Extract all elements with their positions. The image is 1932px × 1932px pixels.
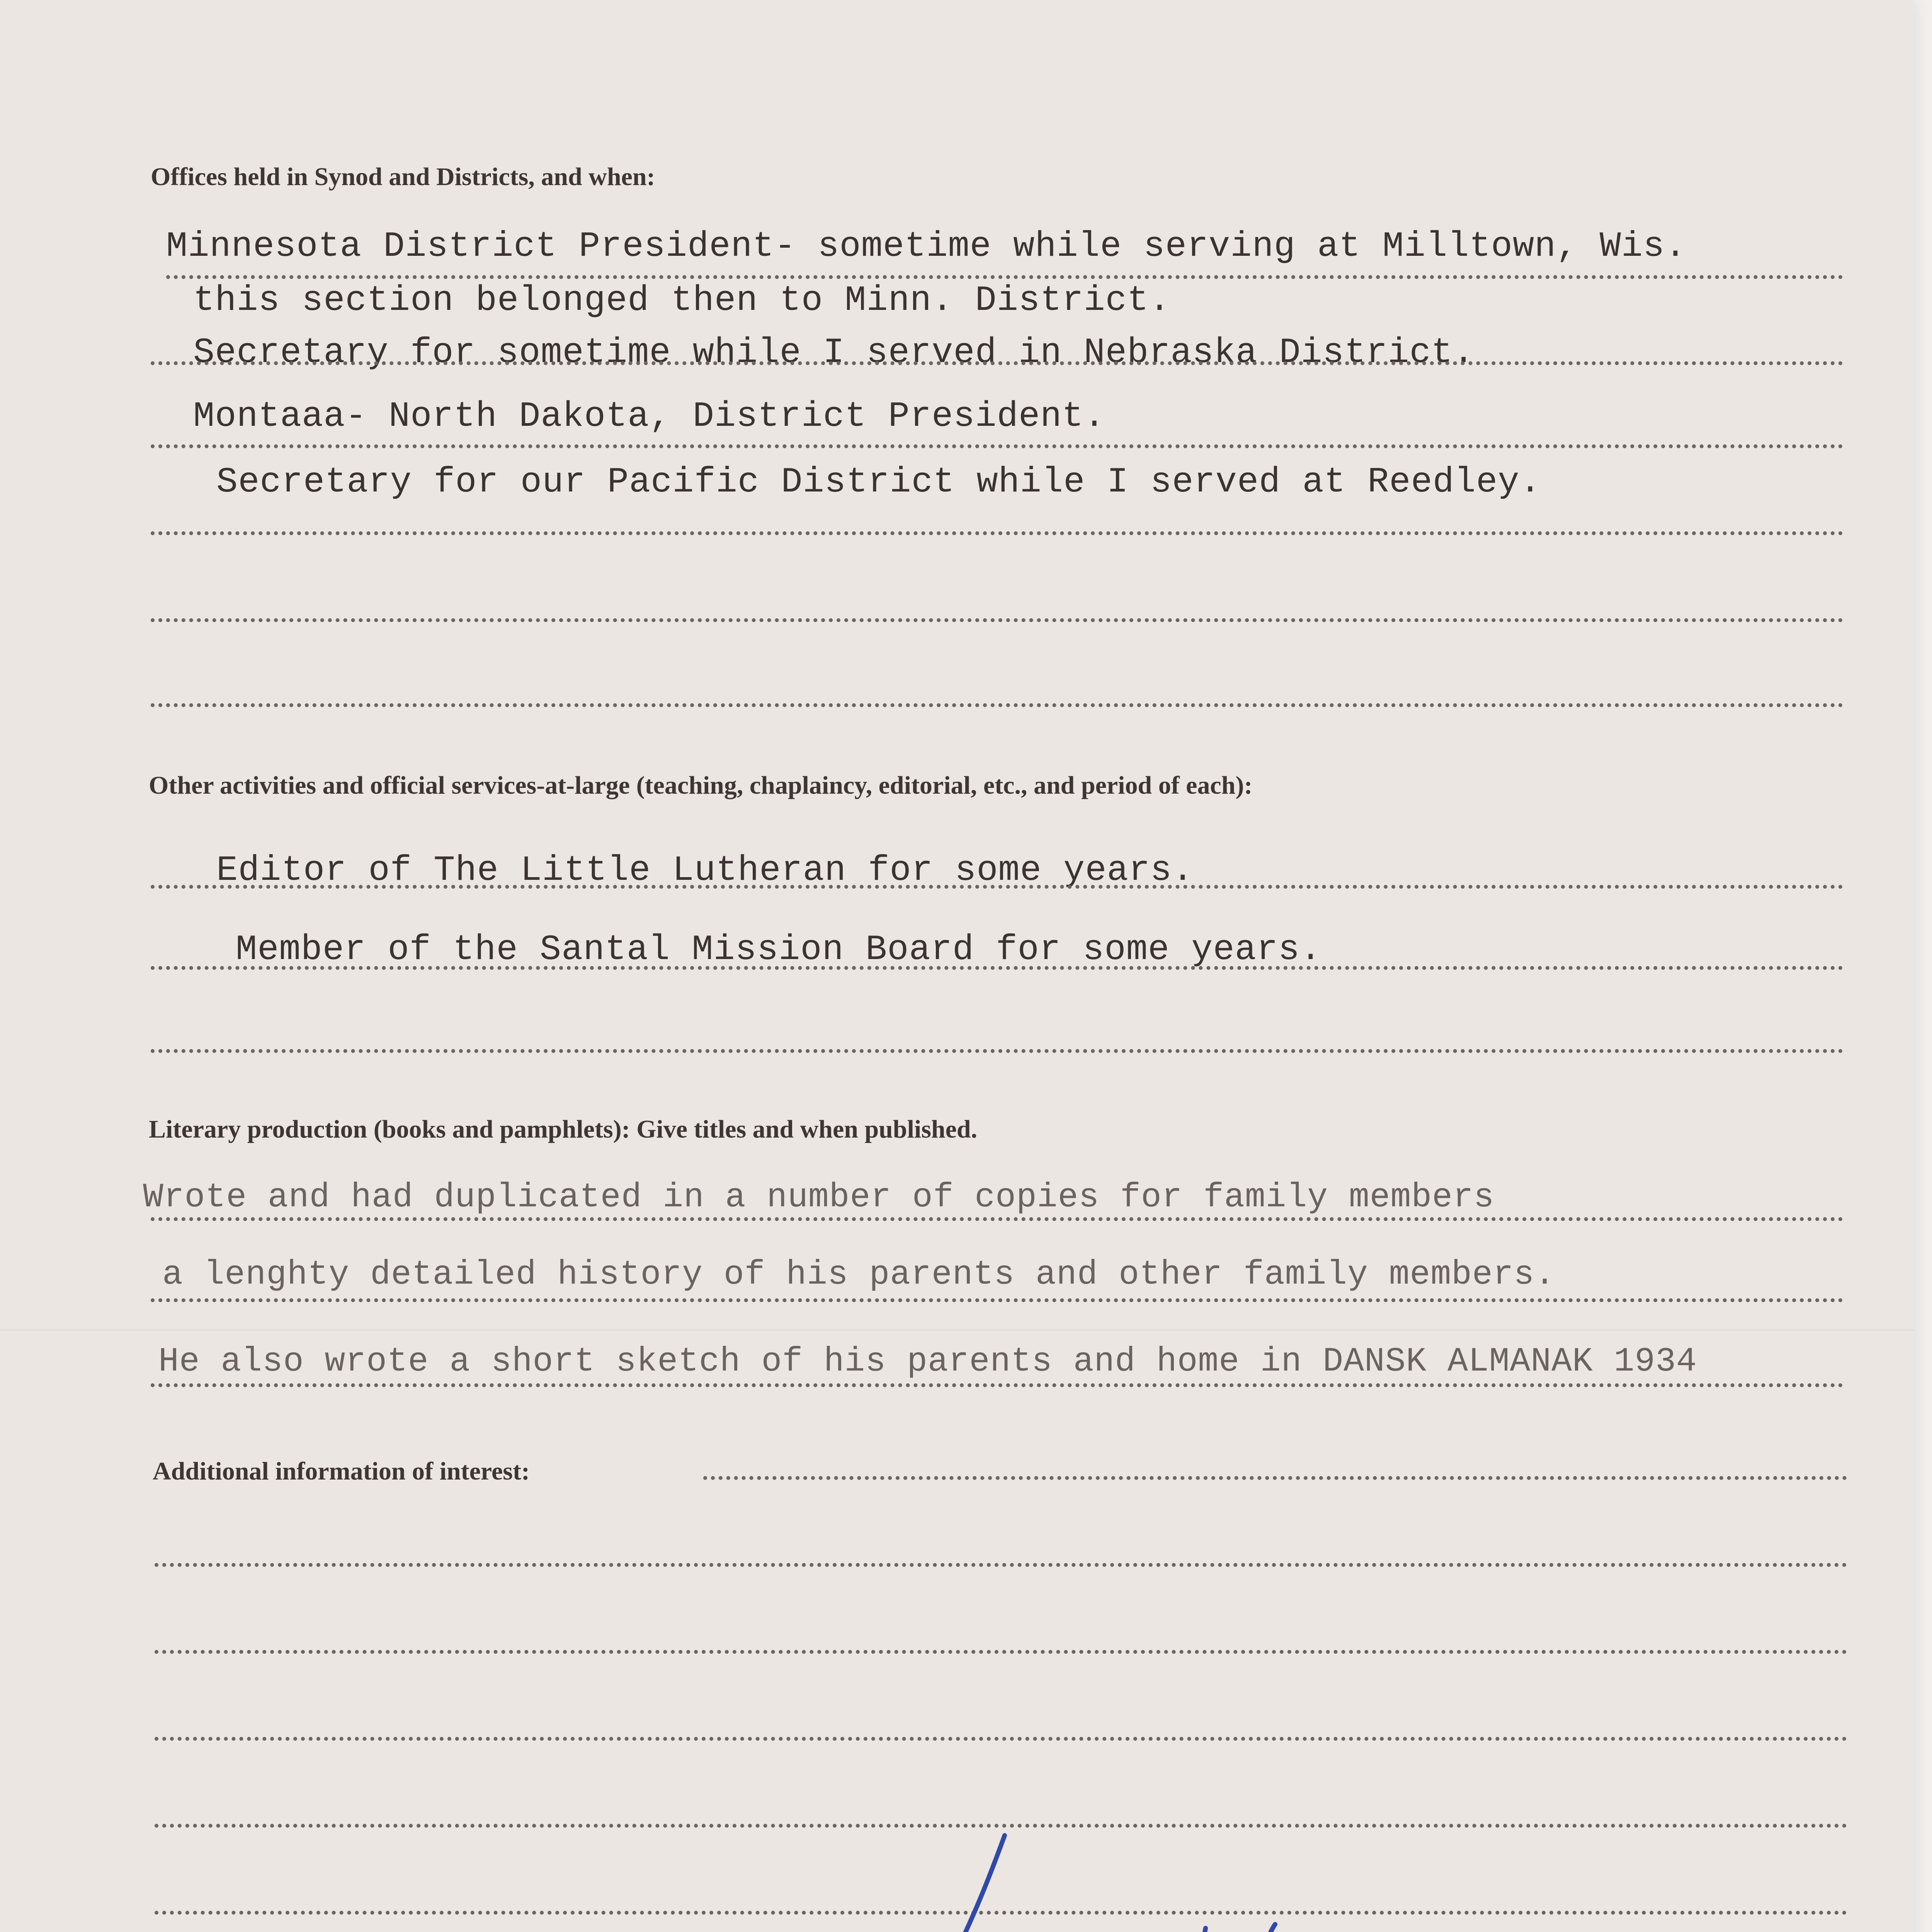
literary-line-1: Wrote and had duplicated in a number of copies for family members: [143, 1179, 1495, 1217]
offices-line-4: Montaaa- North Dakota, District President.: [193, 396, 1105, 437]
fill-line: [166, 275, 1843, 279]
offices-line-1: Minnesota District President- sometime while serving at Milltown, Wis.: [166, 226, 1687, 267]
fill-line: [151, 361, 1843, 365]
fill-line: [151, 1298, 1843, 1302]
fill-line: [703, 1476, 1847, 1480]
fill-line: [151, 966, 1843, 970]
fill-line: [151, 531, 1843, 535]
offices-label: Offices held in Synod and Districts, and when:: [151, 163, 655, 191]
fill-line: [155, 1737, 1847, 1741]
fill-line: [151, 444, 1843, 448]
fill-line: [151, 618, 1843, 622]
fill-line: [151, 885, 1843, 889]
fill-line: [151, 703, 1843, 707]
literary-line-3: He also wrote a short sketch of his parents and home in DANSK ALMANAK 1934: [158, 1343, 1697, 1381]
literary-label: Literary production (books and pamphlets): Give titles and when published.: [149, 1115, 978, 1143]
fill-line: [155, 1824, 1847, 1828]
offices-line-2: this section belonged then to Minn. District.: [193, 280, 1171, 321]
fill-line: [151, 1217, 1843, 1221]
signature-handwriting: [773, 1832, 1546, 1932]
offices-line-5: Secretary for our Pacific District while I served at Reedley.: [216, 462, 1541, 502]
activities-line-1: Editor of The Little Lutheran for some years.: [216, 850, 1194, 891]
fill-line: [155, 1650, 1847, 1654]
fill-line: [151, 1383, 1843, 1387]
fill-line: [151, 1049, 1843, 1053]
fill-line: [155, 1563, 1847, 1567]
activities-line-2: Member of the Santal Mission Board for some years.: [236, 929, 1322, 970]
additional-label: Additional information of interest:: [153, 1457, 530, 1485]
offices-line-3: Secretary for sometime while I served in Nebraska District.: [193, 332, 1475, 373]
paper-fold: [0, 1329, 1913, 1333]
literary-line-2: a lenghty detailed history of his parents and other family members.: [162, 1256, 1556, 1294]
activities-label: Other activities and official services-at-large (teaching, chaplaincy, editorial, etc., and period of each):: [149, 771, 1253, 799]
